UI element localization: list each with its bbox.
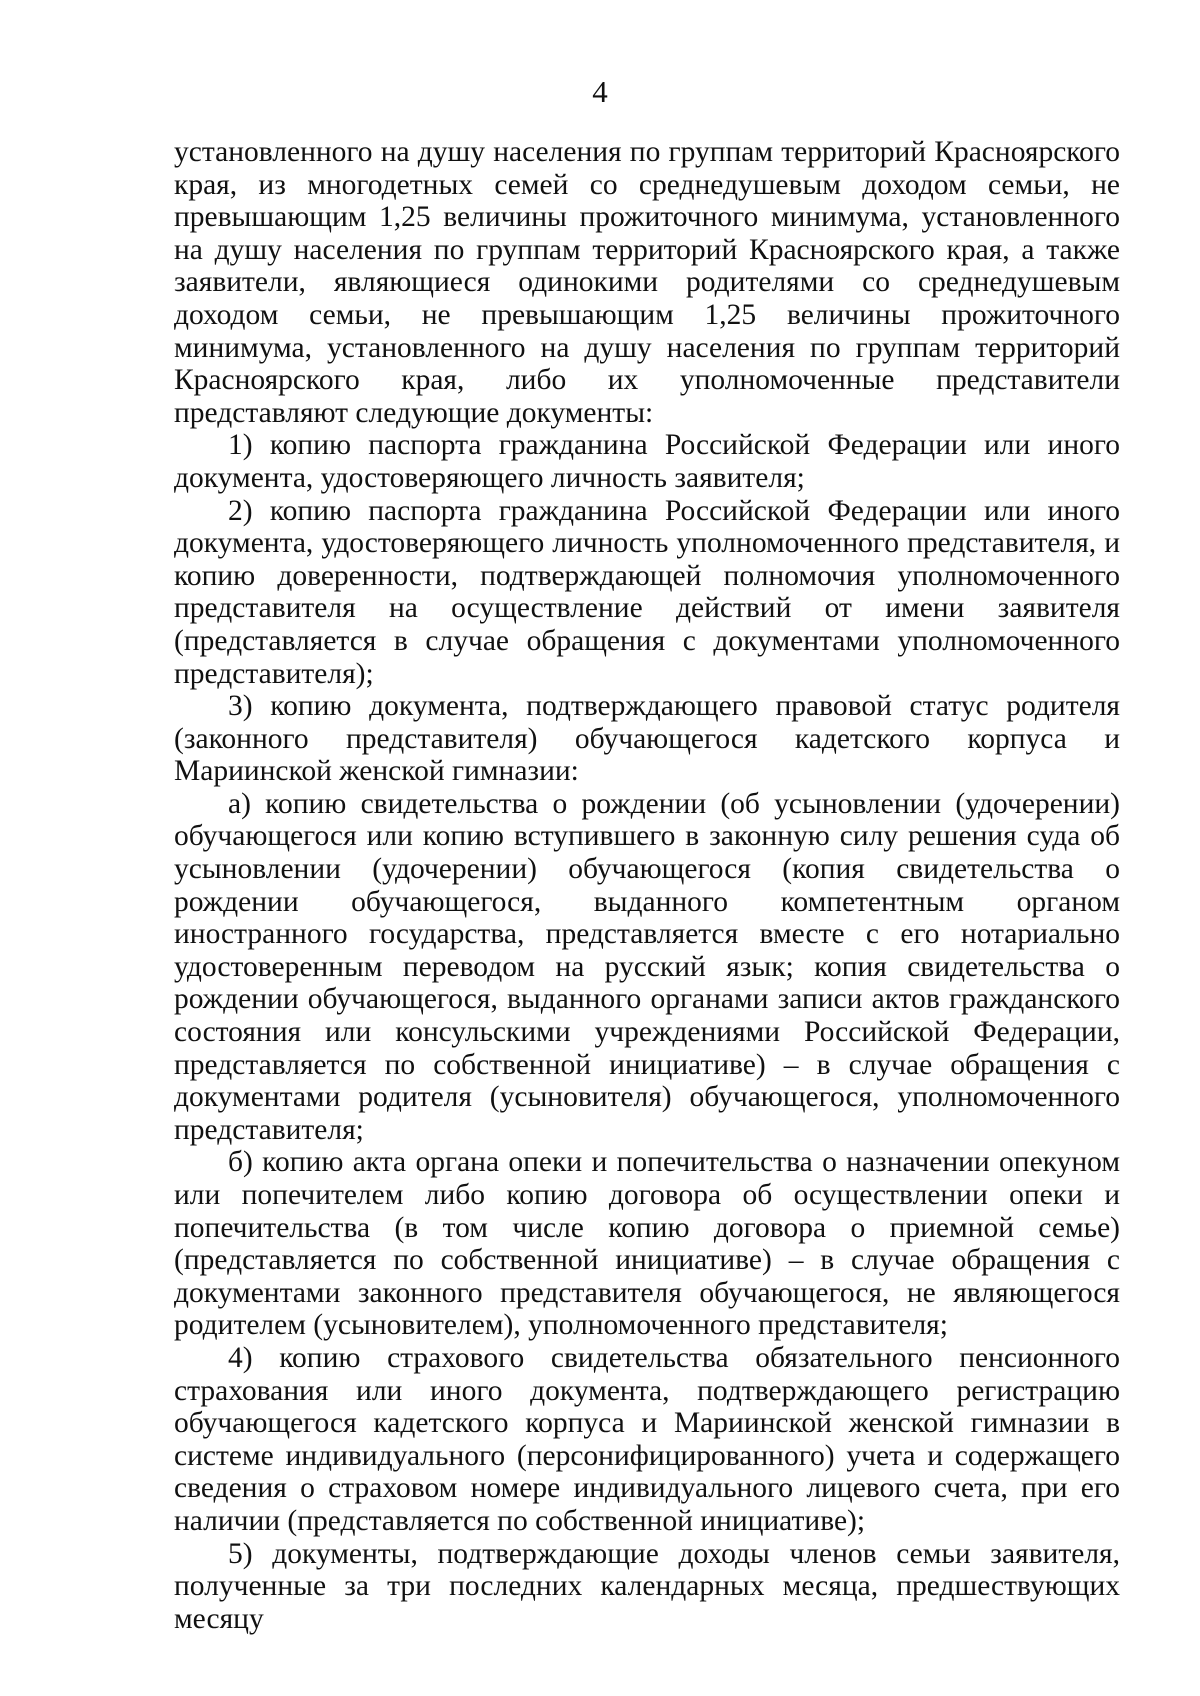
paragraph: 4) копию страхового свидетельства обязательного пенсионного страхования или иного документа, подтверждающего регистрацию обучающегося кадетского корпуса и Мариинской женской гимназии в системе индивидуального (персонифицированного) учета и содержащего сведения о страховом номере индивидуального лицевого счета, при его наличии (представляется по собственной инициативе); [174, 1341, 1120, 1537]
paragraph: установленного на душу населения по группам территорий Красноярского края, из многодетных семей со среднедушевым доходом семьи, не превышающим 1,25 величины прожиточного минимума, установленного на душу населения по группам территорий Красноярского края, а также заявители, являющиеся одинокими родителями со среднедушевым доходом семьи, не превышающим 1,25 величины прожиточного минимума, установленного на душу населения по группам территорий Красноярского края, либо их уполномоченные представители представляют следующие документы: [174, 136, 1120, 429]
paragraph: б) копию акта органа опеки и попечительства о назначении опекуном или попечителем либо копию договора об осуществлении опеки и попечительства (в том числе копию договора о приемной семье) (представляется по собственной инициативе) – в случае обращения с документами законного представителя обучающегося, не являющегося родителем (усыновителем), уполномоченного представителя; [174, 1146, 1120, 1342]
document-body [174, 136, 1120, 1635]
paragraph: 1) копию паспорта гражданина Российской Федерации или иного документа, удостоверяющего личность заявителя; [174, 429, 1120, 494]
paragraph: 3) копию документа, подтверждающего правовой статус родителя (законного представителя) обучающегося кадетского корпуса и Мариинской женской гимназии: [174, 690, 1120, 788]
paragraph: 2) копию паспорта гражданина Российской Федерации или иного документа, удостоверяющего личность уполномоченного представителя, и копию доверенности, подтверждающей полномочия уполномоченного представителя на осуществление действий от имени заявителя (представляется в случае обращения с документами уполномоченного представителя); [174, 494, 1120, 690]
paragraph: а) копию свидетельства о рождении (об усыновлении (удочерении) обучающегося или копию вступившего в законную силу решения суда об усыновлении (удочерении) обучающегося (копия свидетельства о рождении обучающегося, выданного компетентным органом иностранного государства, представляется вместе с его нотариально удостоверенным переводом на русский язык; копия свидетельства о рождении обучающегося, выданного органами записи актов гражданского состояния или консульскими учреждениями Российской Федерации, представляется по собственной инициативе) – в случае обращения с документами родителя (усыновителя) обучающегося, уполномоченного представителя; [174, 787, 1120, 1146]
paragraph: 5) документы, подтверждающие доходы членов семьи заявителя, полученные за три последних календарных месяца, предшествующих месяцу [174, 1537, 1120, 1635]
page-number: 4 [592, 74, 608, 109]
